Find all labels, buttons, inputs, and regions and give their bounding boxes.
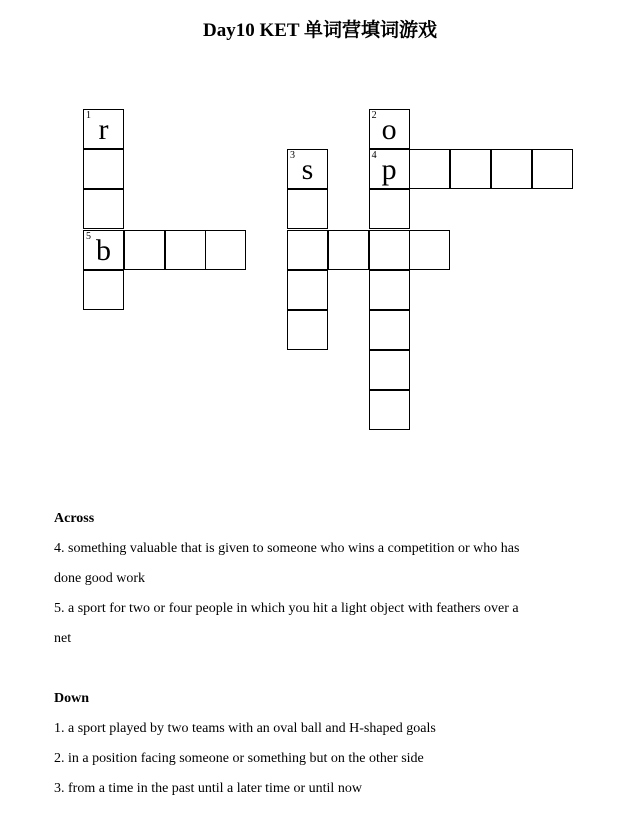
crossword-cell[interactable] xyxy=(287,149,328,189)
crossword-cell[interactable] xyxy=(124,230,165,270)
crossword-cell[interactable] xyxy=(409,230,450,270)
crossword-cell[interactable] xyxy=(83,270,124,310)
crossword-cell[interactable] xyxy=(532,149,573,189)
clue-number: 3 xyxy=(290,150,295,162)
clue-number: 5 xyxy=(86,230,91,242)
crossword-cell[interactable] xyxy=(205,230,246,270)
crossword-cell[interactable] xyxy=(83,109,124,149)
clue-number: 1 xyxy=(86,110,91,121)
cell-letter: r xyxy=(98,113,109,146)
crossword-cell[interactable] xyxy=(83,189,124,229)
crossword-cell[interactable] xyxy=(369,230,410,270)
across-clue-line: net xyxy=(54,631,72,646)
crossword-cell[interactable] xyxy=(328,230,369,270)
across-clue-line: done good work xyxy=(54,571,145,586)
down-clue: 3. from a time in the past until a later time or until now xyxy=(54,781,362,796)
down-clue: 1. a sport played by two teams with an oval ball and H-shaped goals xyxy=(54,721,436,736)
cell-letter: o xyxy=(381,113,397,146)
crossword-cell[interactable] xyxy=(369,149,410,189)
down-heading: Down xyxy=(54,691,90,706)
crossword-cell[interactable] xyxy=(165,230,206,270)
crossword-cell[interactable] xyxy=(369,390,410,430)
cell-letter: b xyxy=(96,233,111,267)
crossword-cell[interactable] xyxy=(491,149,532,189)
crossword-cell[interactable] xyxy=(83,149,124,189)
clues-section xyxy=(54,504,590,804)
clue-number: 4 xyxy=(371,150,377,162)
crossword-cell[interactable] xyxy=(287,310,328,350)
crossword-cell[interactable] xyxy=(287,230,328,270)
crossword-cell[interactable] xyxy=(369,189,410,229)
crossword-cell[interactable] xyxy=(369,109,410,149)
crossword-cell[interactable] xyxy=(369,350,410,390)
down-clue: 2. in a position facing someone or something but on the other side xyxy=(54,751,424,766)
across-heading: Across xyxy=(54,511,95,526)
across-clue-line: 4. something valuable that is given to someone who wins a competition or who has xyxy=(54,541,520,556)
crossword-cell[interactable] xyxy=(369,310,410,350)
crossword-cell[interactable] xyxy=(287,189,328,229)
crossword-cell[interactable] xyxy=(409,149,450,189)
crossword-cell[interactable] xyxy=(287,270,328,310)
crossword-cell[interactable] xyxy=(83,230,124,270)
page-title: Day10 KET 单词营填词游戏 xyxy=(202,20,437,41)
cell-letter: p xyxy=(381,153,397,187)
clue-number: 2 xyxy=(371,110,377,121)
cell-letter: s xyxy=(301,153,314,187)
crossword-cell[interactable] xyxy=(450,149,491,189)
across-clue-line: 5. a sport for two or four people in which you hit a light object with feathers over a xyxy=(54,601,519,616)
crossword-cell[interactable] xyxy=(369,270,410,310)
